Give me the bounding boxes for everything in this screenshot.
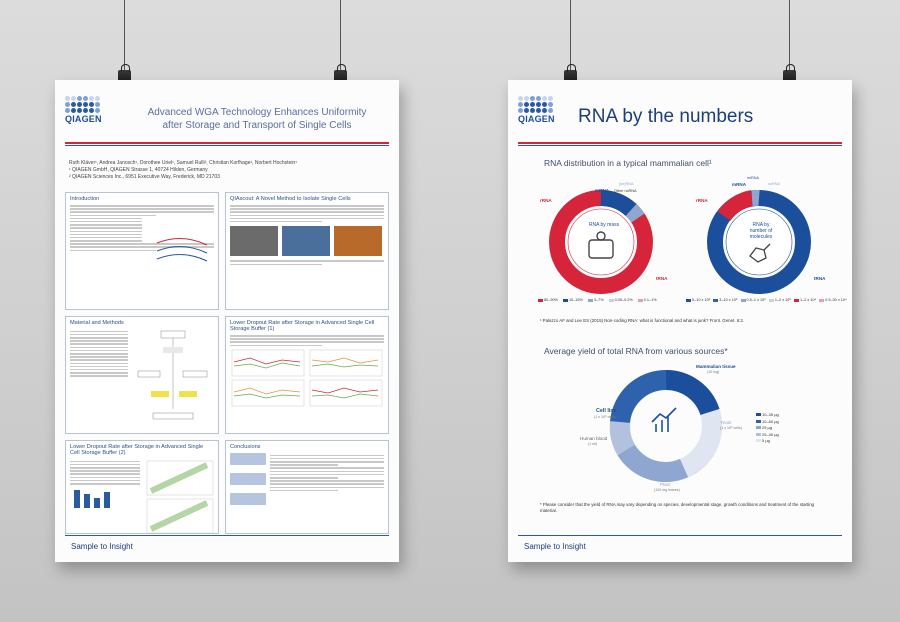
- distribution-title: RNA distribution in a typical mammalian cell¹: [544, 158, 712, 168]
- device-photo: [230, 226, 278, 256]
- yield-legend: 10–35 µg 10–60 µg 25 µg 25–40 µg 5 µg: [756, 412, 779, 445]
- poster-title: Advanced WGA Technology Enhances Uniformity after Storage and Transport of Single Cells: [147, 107, 367, 131]
- dropout-rate-panel-2: Lower Dropout Rate after Storage in Advanced Single Cell Storage Buffer (2): [65, 440, 219, 534]
- mass-legend: 80–90% 10–15% 3–7% 0.05–0.2% 0.1–1%: [538, 298, 657, 302]
- cell-array-photo: [334, 226, 382, 256]
- yield-note: * Please consider that the yield of RNA may vary depending on species, developmental stage, growth conditions and treatment of the starting material.: [540, 502, 815, 513]
- bar-chart-thumbnail: [70, 486, 130, 510]
- yield-title: Average yield of total RNA from various sources*: [544, 346, 728, 356]
- poster-footer: Sample to Insight: [524, 542, 586, 551]
- methods-flowchart: [133, 329, 213, 424]
- poster-footer: Sample to Insight: [71, 542, 133, 551]
- materials-methods-panel: Material and Methods: [65, 316, 219, 434]
- authors-block: Ruth Kläver¹, Andrea Janosch¹, Dorothee Uriel¹, Samuel Rulli², Christian Korfhage¹, Norbert Hochstein¹ ¹ QIAGEN GmbH, QIAGEN Strasse 1, 40724 Hilden, Germany ² QIAGEN Sciences Inc., 6951 Executive Way, Frederick, MD 21703: [69, 160, 297, 180]
- growth-chart-icon: [652, 408, 676, 432]
- rna-yield-donut: [602, 362, 732, 492]
- poster-title: RNA by the numbers: [578, 106, 754, 127]
- conclusions-panel: Conclusions: [225, 440, 389, 534]
- microscope-photo: [282, 226, 330, 256]
- dropout-line-charts: [230, 348, 384, 408]
- introduction-panel: Introduction: [65, 192, 219, 310]
- qiagen-logo: QIAGEN: [65, 96, 105, 124]
- workflow-graphic: [152, 233, 212, 273]
- qiascout-panel: QIAscout: A Novel Method to Isolate Single Cells: [225, 192, 389, 310]
- molecules-legend: 5–10 x 10⁶ 3–10 x 10⁵ 0.5–1 x 10⁵ 1–2 x 10⁵ 1–2 x 10⁴ 0.5–30 x 10⁴: [686, 298, 847, 302]
- qiagen-logo: QIAGEN: [518, 96, 558, 124]
- reference-footnote: ¹ Palazzo AF and Lee ES (2015) Non-coding RNA: what is functional and what is junk? Front. Genet. 6:2.: [540, 318, 745, 323]
- rna-infographic-poster: QIAGEN RNA by the numbers RNA distribution in a typical mammalian cell¹ RNA by mass rRNA mRNA Other ncRNA (sn)RNA tRNA 80–90% 10–15% 3–7% 0.05–0.2% 0.1–1% RNA by number of molecules rRNA mRNA miRNA ncRNA tRNA 5–10 x 10⁶ 3–10 x 10⁵ 0.5–1 x 10⁵ 1–2 x 10⁵ 1–2 x 10⁴ 0.5–30 x 10⁴ ¹ Palazzo AF and Lee ES (2015) Non-coding RNA: what is functional and what is junk? Front. Genet. 6:2. Average yield of total RNA from various sources* Mammalian tissue (10 mg) Cell line (1 x 10⁶ cells) Yeast (1 x 10⁸ cells) Human blood (1 ml) Plant (100 mg leaves) 10–35 µg 10–60 µg 25 µg 25–40 µg 5 µg * Please consider that the yield of RNA may vary depending on species, developmental stage, growth conditions and treatment of the starting material. Sample to Insight: [508, 80, 852, 562]
- scatter-plots: [145, 459, 215, 535]
- scientific-poster-wga: [55, 80, 399, 562]
- dropout-rate-panel-1: Lower Dropout Rate after Storage in Advanced Single Cell Storage Buffer (1): [225, 316, 389, 434]
